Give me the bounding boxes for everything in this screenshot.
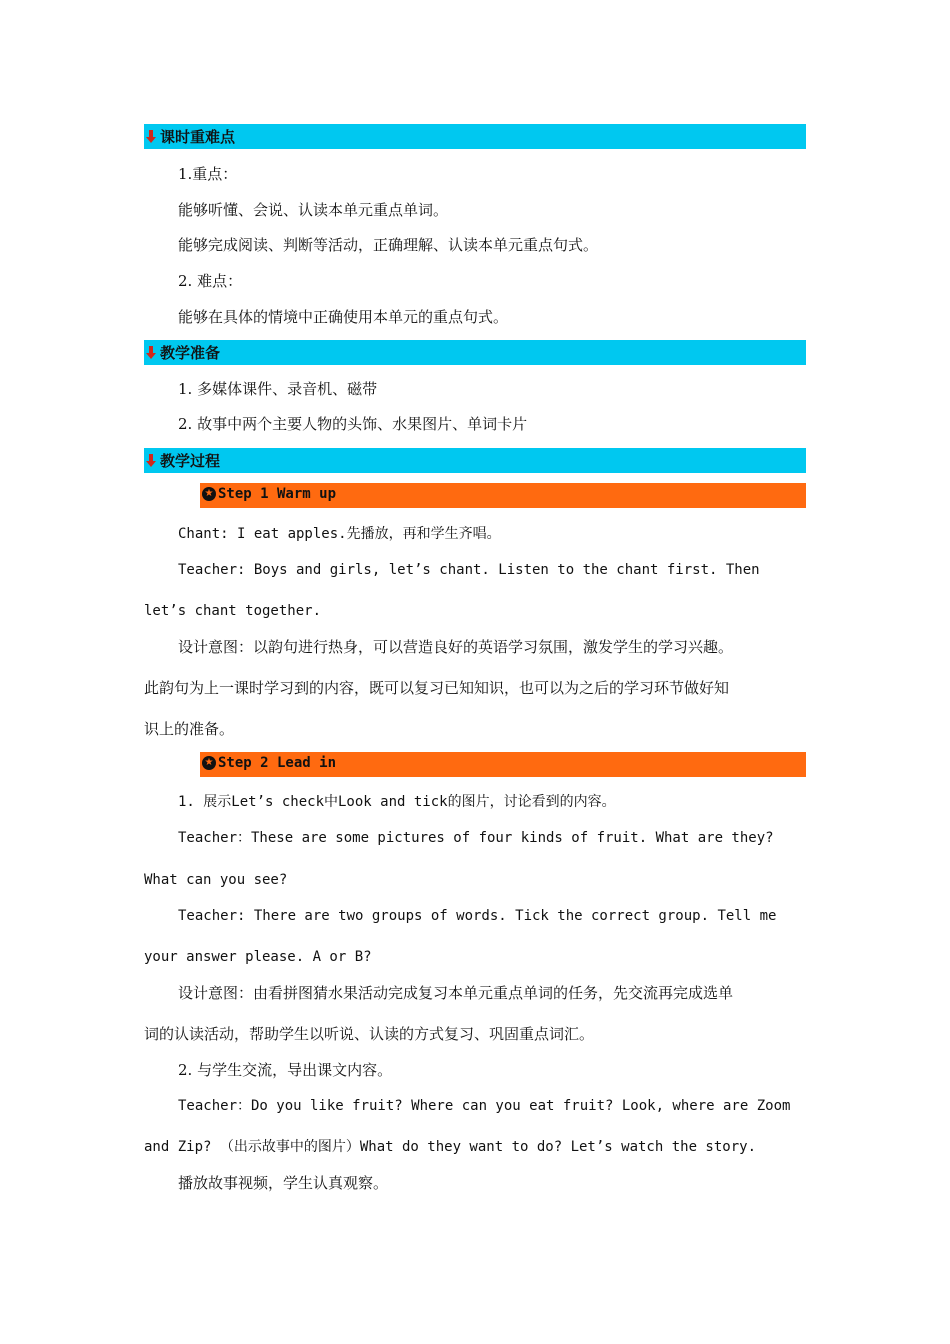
step-header-1 xyxy=(200,483,806,508)
text-line: Teacher：These are some pictures of four kinds of fruit. What are they? xyxy=(178,830,774,846)
section-title: 教学过程 xyxy=(160,452,221,470)
section-title: 教学准备 xyxy=(160,344,221,362)
section-header-process xyxy=(144,448,806,473)
down-arrow-icon xyxy=(144,129,158,145)
text-line: 能够完成阅读、判断等活动，正确理解、认读本单元重点句式。 xyxy=(178,236,599,254)
text-line: 1.重点： xyxy=(178,165,238,183)
text-line: 1. 多媒体课件、录音机、磁带 xyxy=(178,380,378,398)
text-line: 设计意图：以韵句进行热身，可以营造良好的英语学习氛围，激发学生的学习兴趣。 xyxy=(178,638,734,656)
step-header-2 xyxy=(200,752,806,777)
section-header-prep xyxy=(144,340,806,365)
star-bullet-icon: ★ xyxy=(202,756,216,770)
text-line: your answer please. A or B? xyxy=(144,949,372,965)
text-line: and Zip? （出示故事中的图片）What do they want to do? Let’s watch the story. xyxy=(144,1139,757,1155)
text-line: 词的认读活动，帮助学生以听说、认读的方式复习、巩固重点词汇。 xyxy=(144,1025,595,1043)
text-line: 播放故事视频，学生认真观察。 xyxy=(178,1174,389,1192)
text-line: 设计意图：由看拼图猜水果活动完成复习本单元重点单词的任务，先交流再完成选单 xyxy=(178,984,734,1002)
text-line: 1. 展示Let’s check中Look and tick的图片，讨论看到的内容。 xyxy=(178,794,616,810)
text-line: 2. 难点： xyxy=(178,272,243,290)
text-line: Teacher: There are two groups of words. Tick the correct group. Tell me xyxy=(178,908,777,924)
section-header-difficulty xyxy=(144,124,806,149)
text-line: 能够在具体的情境中正确使用本单元的重点句式。 xyxy=(178,308,509,326)
text-line: 能够听懂、会说、认读本单元重点单词。 xyxy=(178,201,449,219)
text-line: let’s chant together. xyxy=(144,603,322,619)
down-arrow-icon xyxy=(144,345,158,361)
text-line: Teacher: Boys and girls, let’s chant. Listen to the chant first. Then xyxy=(178,562,760,578)
down-arrow-icon xyxy=(144,453,158,469)
text-line: What can you see? xyxy=(144,872,288,888)
star-bullet-icon: ★ xyxy=(202,487,216,501)
text-line: 此韵句为上一课时学习到的内容，既可以复习已知知识，也可以为之后的学习环节做好知 xyxy=(144,679,730,697)
text-line: Teacher：Do you like fruit? Where can you eat fruit? Look, where are Zoom xyxy=(178,1098,791,1114)
text-line: 2. 故事中两个主要人物的头饰、水果图片、单词卡片 xyxy=(178,415,528,433)
step-title: Step 2 Lead in xyxy=(218,755,337,771)
step-title: Step 1 Warm up xyxy=(218,486,337,502)
text-line: 识上的准备。 xyxy=(144,720,235,738)
section-title: 课时重难点 xyxy=(160,128,236,146)
text-line: Chant: I eat apples.先播放，再和学生齐唱。 xyxy=(178,526,501,542)
text-line: 2. 与学生交流，导出课文内容。 xyxy=(178,1061,393,1079)
